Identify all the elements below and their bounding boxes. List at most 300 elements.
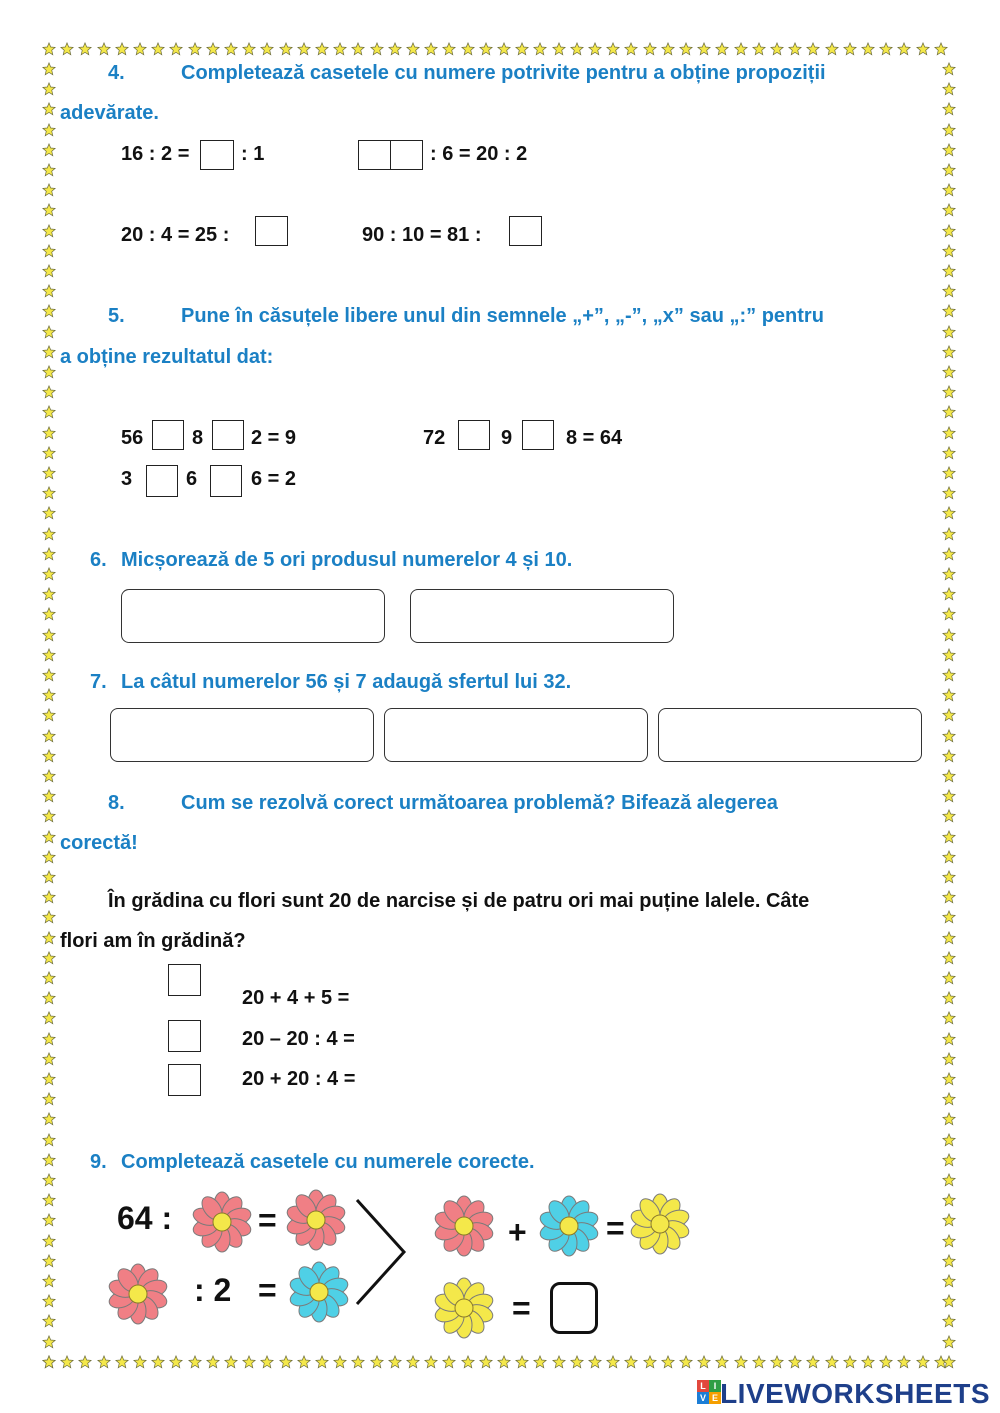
- star-icon: [897, 42, 911, 56]
- q5-eq1-b: 8: [192, 427, 204, 449]
- q5-eq3-b: 6: [186, 468, 198, 490]
- star-icon: [42, 163, 56, 177]
- star-icon: [78, 42, 92, 56]
- star-icon: [942, 668, 956, 682]
- star-icon: [879, 42, 893, 56]
- star-icon: [42, 426, 56, 440]
- star-icon: [42, 365, 56, 379]
- star-icon: [788, 42, 802, 56]
- badge-letter: E: [709, 1392, 721, 1404]
- star-icon: [942, 547, 956, 561]
- star-icon: [169, 1355, 183, 1369]
- star-icon: [42, 729, 56, 743]
- star-icon: [97, 1355, 111, 1369]
- star-icon: [370, 1355, 384, 1369]
- q8-problem-line1: În grădina cu flori sunt 20 de narcise și de patru ori mai puține lalele. Câte: [108, 890, 810, 912]
- star-icon: [42, 809, 56, 823]
- star-icon: [588, 1355, 602, 1369]
- star-icon: [479, 42, 493, 56]
- star-icon: [942, 587, 956, 601]
- star-icon: [42, 405, 56, 419]
- star-icon: [42, 1052, 56, 1066]
- star-icon: [942, 183, 956, 197]
- star-icon: [42, 1011, 56, 1025]
- star-icon: [42, 486, 56, 500]
- star-icon: [843, 1355, 857, 1369]
- flower-red-icon[interactable]: [106, 1262, 170, 1326]
- q8-option-3: 20 + 20 : 4 =: [242, 1068, 356, 1090]
- star-icon: [942, 809, 956, 823]
- q5-eq2-b: 9: [501, 427, 513, 449]
- star-icon: [351, 42, 365, 56]
- star-icon: [942, 708, 956, 722]
- star-icon: [42, 648, 56, 662]
- q5-title-line1: Pune în căsuțele libere unul din semnele „+”, „-”, „x” sau „:” pentru: [181, 305, 824, 327]
- star-icon: [942, 102, 956, 116]
- star-icon: [42, 264, 56, 278]
- star-icon: [42, 587, 56, 601]
- star-icon: [942, 1173, 956, 1187]
- star-icon: [734, 42, 748, 56]
- star-icon: [624, 1355, 638, 1369]
- q8-title-line2: corectă!: [60, 832, 138, 854]
- star-icon: [42, 284, 56, 298]
- q9-title: Completează casetele cu numerele corecte.: [121, 1151, 535, 1173]
- star-icon: [942, 1112, 956, 1126]
- star-icon: [42, 1173, 56, 1187]
- star-icon: [942, 870, 956, 884]
- star-icon: [942, 1052, 956, 1066]
- star-icon: [42, 1112, 56, 1126]
- star-icon: [942, 769, 956, 783]
- star-icon: [461, 1355, 475, 1369]
- q9-eq3-equals: =: [606, 1210, 625, 1246]
- star-icon: [942, 567, 956, 581]
- q5-eq2-box2[interactable]: [522, 420, 554, 450]
- star-icon: [942, 325, 956, 339]
- star-icon: [42, 224, 56, 238]
- star-icon: [297, 42, 311, 56]
- star-icon: [42, 789, 56, 803]
- star-icon: [42, 951, 56, 965]
- q4-eq3-box[interactable]: [255, 216, 288, 246]
- q5-eq1-box1[interactable]: [152, 420, 184, 450]
- star-icon: [942, 264, 956, 278]
- star-icon: [115, 42, 129, 56]
- star-icon: [570, 1355, 584, 1369]
- q4-eq4-box[interactable]: [509, 216, 542, 246]
- q5-eq1-a: 56: [121, 427, 144, 449]
- q5-eq2-box1[interactable]: [458, 420, 490, 450]
- star-icon: [42, 1274, 56, 1288]
- star-icon: [224, 1355, 238, 1369]
- star-icon: [942, 1032, 956, 1046]
- flower-cyan-icon[interactable]: [287, 1260, 351, 1324]
- star-icon: [42, 991, 56, 1005]
- star-icon: [497, 42, 511, 56]
- star-icon: [406, 1355, 420, 1369]
- star-icon: [42, 244, 56, 258]
- star-icon: [424, 42, 438, 56]
- star-icon: [115, 1355, 129, 1369]
- q5-number: 5.: [108, 305, 125, 327]
- star-icon: [942, 163, 956, 177]
- star-icon: [388, 1355, 402, 1369]
- star-icon: [942, 82, 956, 96]
- q5-eq3-box2[interactable]: [210, 465, 242, 497]
- q5-eq3-c: 6 = 2: [251, 468, 297, 490]
- star-icon: [42, 668, 56, 682]
- star-icon: [315, 1355, 329, 1369]
- flower-red-icon[interactable]: [190, 1190, 254, 1254]
- star-icon: [643, 1355, 657, 1369]
- star-icon: [42, 749, 56, 763]
- star-icon: [42, 870, 56, 884]
- star-icon: [388, 42, 402, 56]
- star-icon: [42, 850, 56, 864]
- star-icon: [942, 1153, 956, 1167]
- star-icon: [942, 1294, 956, 1308]
- star-icon: [697, 42, 711, 56]
- star-icon: [825, 42, 839, 56]
- star-icon: [97, 42, 111, 56]
- q9-eq2-equals: =: [258, 1272, 277, 1308]
- star-icon: [942, 688, 956, 702]
- star-icon: [42, 466, 56, 480]
- star-icon: [242, 42, 256, 56]
- star-icon: [942, 890, 956, 904]
- star-icon: [942, 466, 956, 480]
- star-icon: [942, 1092, 956, 1106]
- star-icon: [715, 1355, 729, 1369]
- q5-eq3-box1[interactable]: [146, 465, 178, 497]
- star-icon: [942, 385, 956, 399]
- star-icon: [169, 42, 183, 56]
- star-icon: [42, 1294, 56, 1308]
- star-icon: [151, 1355, 165, 1369]
- star-icon: [42, 890, 56, 904]
- q7-number: 7.: [90, 671, 107, 693]
- q7-answer-box-2[interactable]: [384, 708, 648, 762]
- q8-option-2-checkbox[interactable]: [168, 1020, 201, 1052]
- q8-number: 8.: [108, 792, 125, 814]
- star-icon: [942, 1072, 956, 1086]
- star-icon: [42, 567, 56, 581]
- star-icon: [942, 405, 956, 419]
- star-icon: [42, 971, 56, 985]
- star-icon: [42, 1234, 56, 1248]
- q6-title: Micșorează de 5 ori produsul numerelor 4 și 10.: [121, 549, 573, 571]
- q4-number: 4.: [108, 62, 125, 84]
- q9-eq4-equals: =: [512, 1290, 531, 1326]
- star-icon: [770, 42, 784, 56]
- star-icon: [897, 1355, 911, 1369]
- star-icon: [942, 991, 956, 1005]
- star-icon: [942, 628, 956, 642]
- star-icon: [279, 1355, 293, 1369]
- q8-option-2: 20 – 20 : 4 =: [242, 1028, 355, 1050]
- star-icon: [315, 42, 329, 56]
- badge-letter: L: [697, 1380, 709, 1392]
- star-icon: [42, 830, 56, 844]
- star-icon: [942, 729, 956, 743]
- star-icon: [934, 42, 948, 56]
- q5-eq3-a: 3: [121, 468, 133, 490]
- star-icon: [188, 1355, 202, 1369]
- star-icon: [42, 1314, 56, 1328]
- star-icon: [942, 971, 956, 985]
- q6-answer-box-1[interactable]: [121, 589, 385, 643]
- star-icon: [942, 1314, 956, 1328]
- star-icon: [806, 1355, 820, 1369]
- star-icon: [588, 42, 602, 56]
- q7-answer-box-1[interactable]: [110, 708, 374, 762]
- star-icon: [133, 42, 147, 56]
- q4-eq3-left: 20 : 4 = 25 :: [121, 224, 230, 246]
- star-icon: [42, 446, 56, 460]
- star-icon: [679, 1355, 693, 1369]
- star-icon: [942, 446, 956, 460]
- q4-eq2-box-units[interactable]: [390, 140, 423, 170]
- star-icon: [461, 42, 475, 56]
- liveworksheets-logo-badge: [697, 1380, 721, 1404]
- star-icon: [942, 203, 956, 217]
- star-icon: [224, 42, 238, 56]
- star-icon: [806, 42, 820, 56]
- star-icon: [533, 1355, 547, 1369]
- q4-title-line2: adevărate.: [60, 102, 159, 124]
- q9-answer-box[interactable]: [550, 1282, 598, 1334]
- star-icon: [242, 1355, 256, 1369]
- q9-eq1-left: 64 :: [117, 1200, 173, 1236]
- star-icon: [697, 1355, 711, 1369]
- star-icon: [151, 42, 165, 56]
- star-icon: [60, 42, 74, 56]
- star-icon: [42, 82, 56, 96]
- star-icon: [861, 42, 875, 56]
- star-icon: [606, 42, 620, 56]
- star-icon: [479, 1355, 493, 1369]
- star-icon: [942, 224, 956, 238]
- q8-option-1: 20 + 4 + 5 =: [242, 987, 350, 1009]
- q5-eq1-c: 2 = 9: [251, 427, 297, 449]
- star-icon: [442, 42, 456, 56]
- q8-option-1-checkbox[interactable]: [168, 964, 201, 996]
- star-icon: [351, 1355, 365, 1369]
- star-icon: [942, 345, 956, 359]
- flower-yellow-icon[interactable]: [432, 1276, 496, 1340]
- star-icon: [942, 1234, 956, 1248]
- star-icon: [942, 1213, 956, 1227]
- star-icon: [206, 42, 220, 56]
- star-icon: [734, 1355, 748, 1369]
- q9-number: 9.: [90, 1151, 107, 1173]
- star-icon: [552, 1355, 566, 1369]
- star-icon: [42, 325, 56, 339]
- bracket-icon: [352, 1196, 412, 1308]
- q4-title-line1: Completează casetele cu numere potrivite pentru a obține propoziții: [181, 62, 826, 84]
- q9-plus: +: [508, 1214, 527, 1250]
- star-icon: [497, 1355, 511, 1369]
- star-icon: [515, 1355, 529, 1369]
- star-icon: [133, 1355, 147, 1369]
- star-icon: [942, 1254, 956, 1268]
- star-icon: [42, 708, 56, 722]
- star-icon: [406, 42, 420, 56]
- star-icon: [942, 910, 956, 924]
- star-icon: [42, 102, 56, 116]
- star-icon: [42, 304, 56, 318]
- star-icon: [606, 1355, 620, 1369]
- q5-eq2-a: 72: [423, 427, 446, 449]
- star-icon: [770, 1355, 784, 1369]
- star-icon: [788, 1355, 802, 1369]
- q7-title: La câtul numerelor 56 și 7 adaugă sfertul lui 32.: [121, 671, 572, 693]
- star-icon: [942, 527, 956, 541]
- star-icon: [42, 527, 56, 541]
- star-icon: [42, 1032, 56, 1046]
- star-icon: [942, 607, 956, 621]
- q4-eq2-box-tens[interactable]: [358, 140, 391, 170]
- star-icon: [942, 1011, 956, 1025]
- star-icon: [333, 1355, 347, 1369]
- star-icon: [942, 1133, 956, 1147]
- star-icon: [42, 1335, 56, 1349]
- star-icon: [42, 1355, 56, 1369]
- star-icon: [42, 910, 56, 924]
- star-icon: [942, 850, 956, 864]
- star-icon: [942, 1193, 956, 1207]
- q8-option-3-checkbox[interactable]: [168, 1064, 201, 1096]
- star-icon: [825, 1355, 839, 1369]
- star-icon: [552, 42, 566, 56]
- star-icon: [942, 143, 956, 157]
- star-icon: [42, 1213, 56, 1227]
- q5-title-line2: a obține rezultatul dat:: [60, 346, 274, 368]
- star-icon: [442, 1355, 456, 1369]
- star-icon: [42, 42, 56, 56]
- badge-letter: I: [709, 1380, 721, 1392]
- star-icon: [942, 365, 956, 379]
- q9-eq1-equals: =: [258, 1202, 277, 1238]
- star-icon: [942, 123, 956, 137]
- star-icon: [260, 1355, 274, 1369]
- star-icon: [42, 769, 56, 783]
- star-icon: [643, 42, 657, 56]
- star-icon: [942, 1274, 956, 1288]
- star-icon: [188, 42, 202, 56]
- star-icon: [333, 42, 347, 56]
- star-icon: [942, 648, 956, 662]
- star-icon: [624, 42, 638, 56]
- star-icon: [942, 62, 956, 76]
- star-icon: [861, 1355, 875, 1369]
- liveworksheets-watermark: LIVEWORKSHEETS: [720, 1378, 990, 1409]
- star-icon: [424, 1355, 438, 1369]
- star-icon: [942, 789, 956, 803]
- star-icon: [42, 123, 56, 137]
- q5-eq1-box2[interactable]: [212, 420, 244, 450]
- star-icon: [661, 42, 675, 56]
- star-icon: [260, 42, 274, 56]
- star-icon: [752, 1355, 766, 1369]
- q7-answer-box-3[interactable]: [658, 708, 922, 762]
- badge-letter: V: [697, 1392, 709, 1404]
- star-icon: [42, 1193, 56, 1207]
- star-icon: [942, 506, 956, 520]
- star-icon: [752, 42, 766, 56]
- star-icon: [42, 931, 56, 945]
- star-icon: [515, 42, 529, 56]
- star-icon: [843, 42, 857, 56]
- q4-eq1-left: 16 : 2 =: [121, 143, 190, 165]
- star-icon: [42, 1092, 56, 1106]
- star-icon: [42, 203, 56, 217]
- star-icon: [42, 607, 56, 621]
- star-icon: [942, 951, 956, 965]
- star-icon: [942, 426, 956, 440]
- q4-eq1-right: : 1: [241, 143, 265, 165]
- star-icon: [661, 1355, 675, 1369]
- q8-problem-line2: flori am în grădină?: [60, 930, 246, 952]
- star-icon: [42, 1133, 56, 1147]
- star-icon: [942, 830, 956, 844]
- star-icon: [942, 284, 956, 298]
- star-icon: [942, 1335, 956, 1349]
- star-icon: [533, 42, 547, 56]
- star-icon: [370, 42, 384, 56]
- q8-title-line1: Cum se rezolvă corect următoarea problemă? Bifează alegerea: [181, 792, 778, 814]
- star-icon: [42, 385, 56, 399]
- star-icon: [42, 628, 56, 642]
- flower-red-icon[interactable]: [432, 1194, 496, 1258]
- star-icon: [206, 1355, 220, 1369]
- flower-red-icon[interactable]: [284, 1188, 348, 1252]
- star-icon: [916, 1355, 930, 1369]
- star-icon: [42, 506, 56, 520]
- q4-eq2-right: : 6 = 20 : 2: [430, 143, 528, 165]
- star-icon: [42, 1072, 56, 1086]
- star-icon: [60, 1355, 74, 1369]
- star-icon: [42, 62, 56, 76]
- star-icon: [916, 42, 930, 56]
- q6-answer-box-2[interactable]: [410, 589, 674, 643]
- star-icon: [42, 143, 56, 157]
- flower-cyan-icon[interactable]: [537, 1194, 601, 1258]
- star-icon: [42, 345, 56, 359]
- star-icon: [942, 1355, 956, 1369]
- star-icon: [942, 931, 956, 945]
- star-icon: [42, 1153, 56, 1167]
- star-icon: [279, 42, 293, 56]
- flower-yellow-icon[interactable]: [628, 1192, 692, 1256]
- star-icon: [42, 688, 56, 702]
- q9-eq2-div: : 2: [194, 1272, 232, 1308]
- star-icon: [942, 486, 956, 500]
- star-icon: [42, 183, 56, 197]
- q4-eq1-box[interactable]: [200, 140, 234, 170]
- star-icon: [942, 749, 956, 763]
- star-icon: [879, 1355, 893, 1369]
- q4-eq4-left: 90 : 10 = 81 :: [362, 224, 482, 246]
- star-icon: [942, 244, 956, 258]
- star-icon: [42, 1254, 56, 1268]
- star-icon: [42, 547, 56, 561]
- star-icon: [679, 42, 693, 56]
- star-icon: [715, 42, 729, 56]
- star-icon: [297, 1355, 311, 1369]
- q5-eq2-c: 8 = 64: [566, 427, 623, 449]
